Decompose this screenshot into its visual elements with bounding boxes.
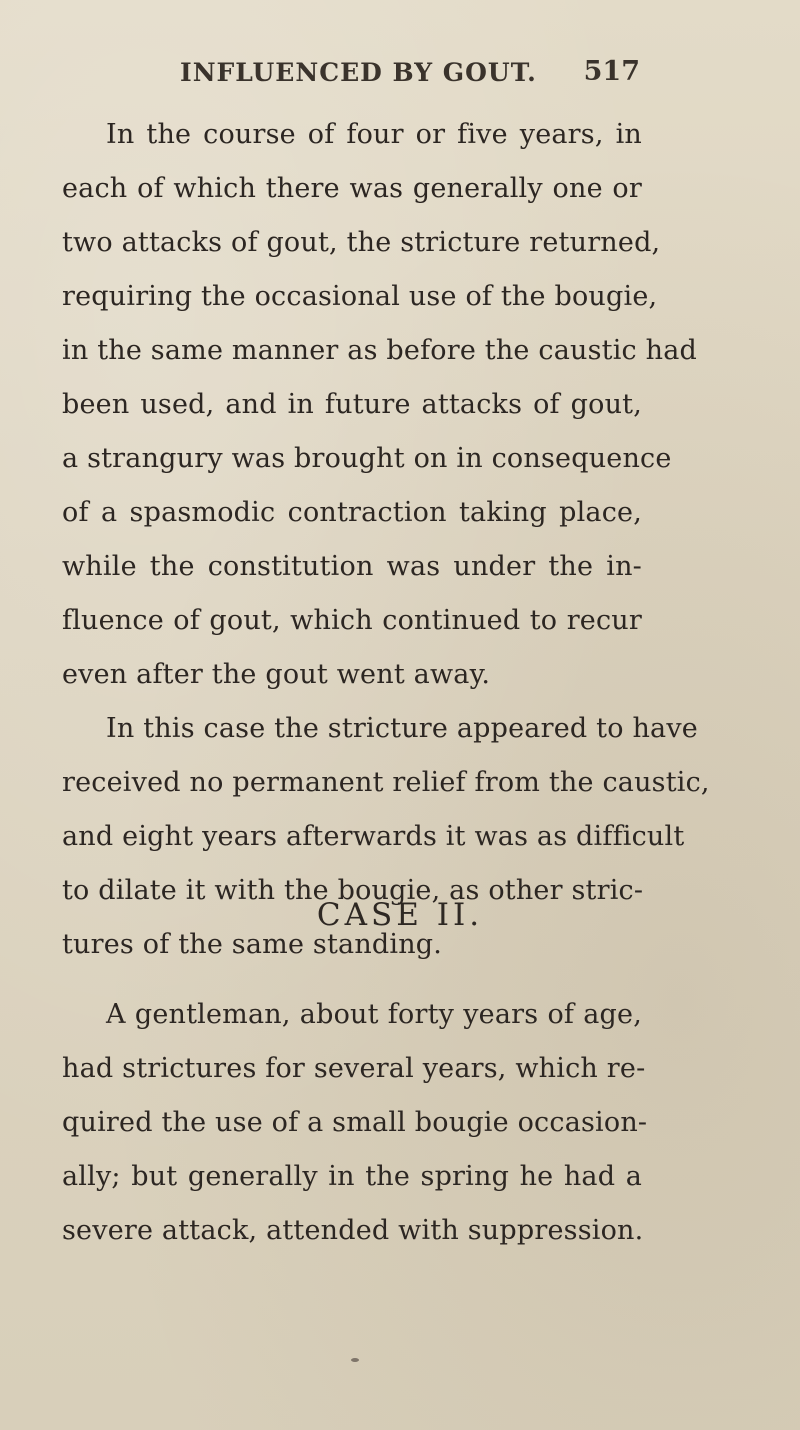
page-header	[180, 58, 640, 94]
text-line: tures of the same standing.	[62, 929, 443, 960]
page-number: 517	[583, 56, 640, 87]
text-line: been used, and in future attacks of gout,	[62, 389, 642, 420]
paragraph-1	[62, 108, 698, 702]
text-line: two attacks of gout, the stricture returned,	[62, 227, 661, 258]
text-line: A gentleman, about forty years of age,	[106, 999, 642, 1030]
text-line: of a spasmodic contraction taking place,	[62, 497, 642, 528]
text-line: ally; but generally in the spring he had a	[62, 1161, 642, 1192]
text-line: In this case the stricture appeared to have	[106, 713, 698, 744]
text-line: received no permanent relief from the caustic,	[62, 767, 710, 798]
ink-speck	[351, 1358, 359, 1362]
text-line: requiring the occasional use of the bougie,	[62, 281, 658, 312]
text-line: even after the gout went away.	[62, 659, 491, 690]
text-line: quired the use of a small bougie occasion-	[62, 1107, 648, 1138]
text-line: and eight years afterwards it was as difficult	[62, 821, 685, 852]
text-line: each of which there was generally one or	[62, 173, 642, 204]
paragraph-case	[62, 988, 648, 1258]
text-line: had strictures for several years, which re-	[62, 1053, 646, 1084]
body-text	[62, 108, 710, 972]
text-line: in the same manner as before the caustic had	[62, 335, 698, 366]
text-line: while the constitution was under the in-	[62, 551, 642, 582]
text-line: to dilate it with the bougie, as other stric-	[62, 875, 644, 906]
case-text	[62, 988, 648, 1258]
text-line: In the course of four or five years, in	[106, 119, 642, 150]
running-head: INFLUENCED BY GOUT.	[180, 58, 537, 87]
text-line: a strangury was brought on in consequence	[62, 443, 672, 474]
text-line: fluence of gout, which continued to recur	[62, 605, 642, 636]
text-line: severe attack, attended with suppression.	[62, 1215, 644, 1246]
case-heading: CASE II.	[316, 897, 484, 933]
